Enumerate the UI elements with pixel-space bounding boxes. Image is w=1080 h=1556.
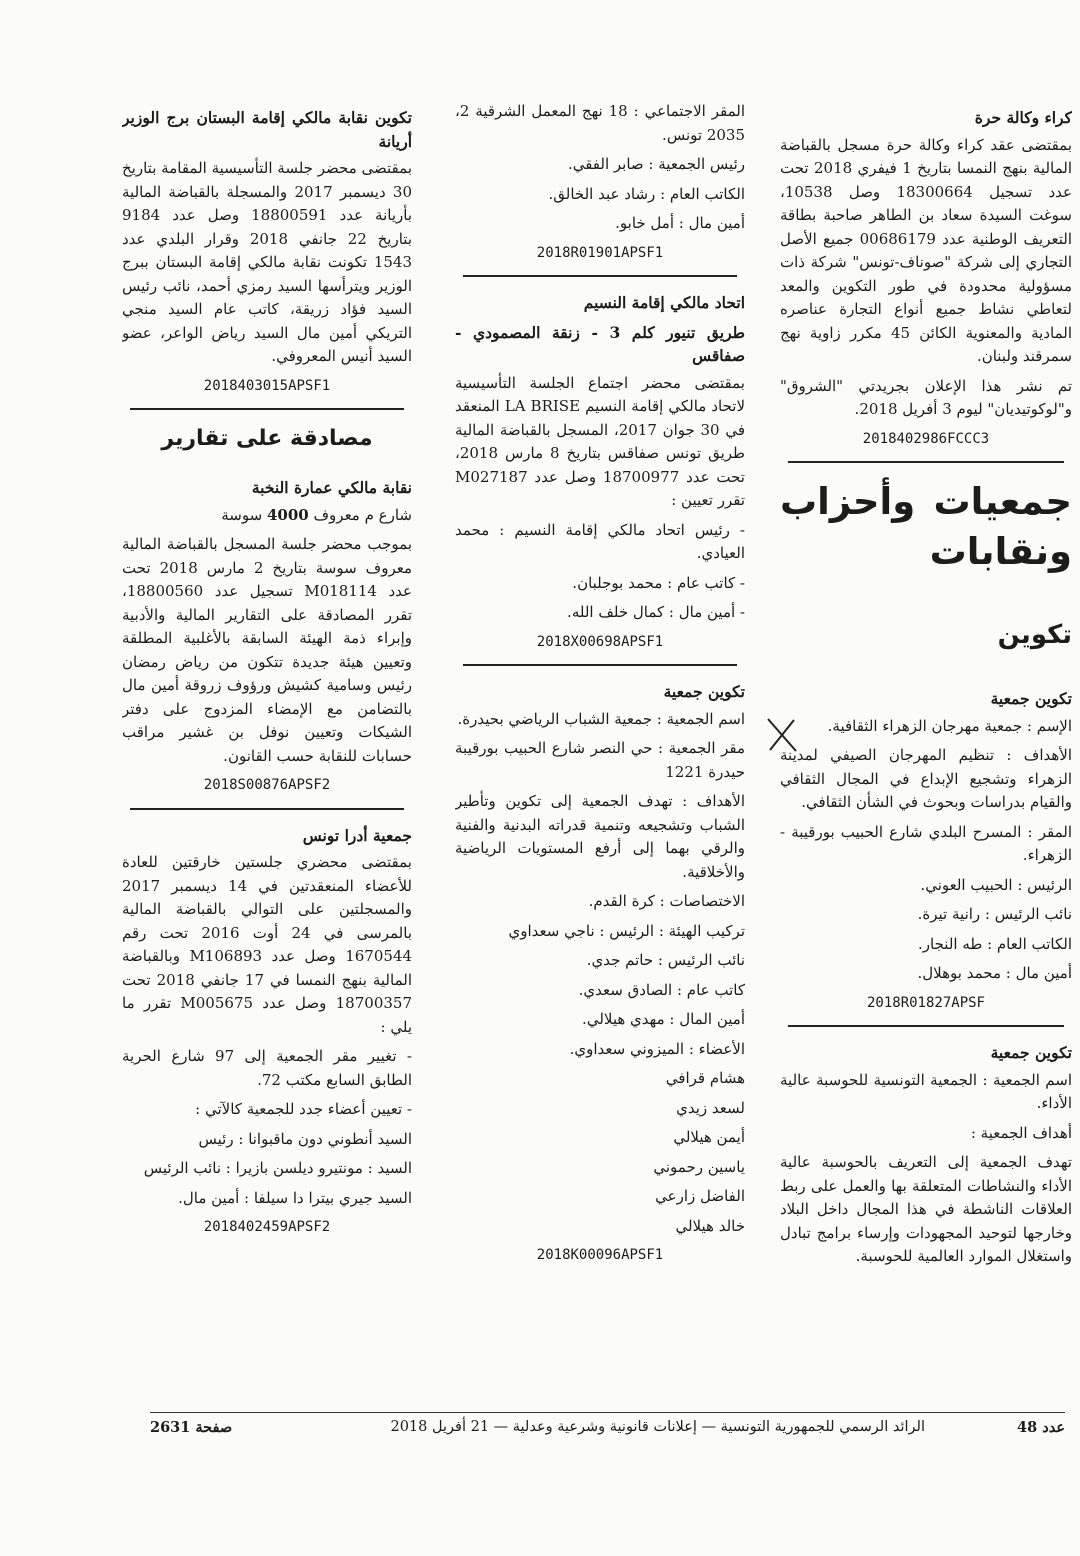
divider [130, 408, 404, 410]
adra-item: - تغيير مقر الجمعية إلى 97 شارع الحرية الطابق السابع مكتب 72. [122, 1047, 412, 1089]
cross-mark-icon [762, 715, 802, 755]
page-footer [150, 1412, 1065, 1441]
reports-heading: مصادقة على تقارير [161, 426, 373, 451]
assoc1-title: تكوين جمعية [990, 689, 1072, 708]
club-name: اسم الجمعية : جمعية الشباب الرياضي بحيدرة. [457, 709, 745, 728]
club-members: الأعضاء : الميزوني سعداوي. [569, 1039, 745, 1058]
adra-title: جمعية أدرا تونس [302, 825, 412, 845]
club-member: أيمن هيلالي [673, 1128, 745, 1146]
column-left [122, 100, 412, 1370]
nokhba-title: نقابة مالكي عمارة النخبة [251, 478, 412, 497]
divider [130, 808, 404, 810]
adra-member: السيد أنطوني دون ماقبوانا : رئيس [198, 1129, 412, 1148]
assoc1-vice: نائب الرئيس : رانية تيرة. [917, 905, 1072, 923]
club-member: هشام قرافي [665, 1069, 745, 1087]
assoc1-hq: المقر : المسرح البلدي شارع الحبيب بورقيبة - الزهراء. [780, 822, 1072, 864]
assoc1-president: الرئيس : الحبيب العوني. [920, 875, 1072, 894]
assoc2-goals: تهدف الجمعية إلى التعريف بالحوسبة عالية الأداء والنشاطات المتعلقة بها والعمل على ربط العلاقات الناشطة في هذا المجال داخل البلاد وخارجها لتوحيد المجهودات وإرساء برامج تبادل واستغلال الموارد العالمية للحوسبة. [780, 1153, 1072, 1265]
club-title: تكوين جمعية [663, 682, 745, 701]
rent-publication: تم نشر هذا الإعلان بجريدتي "الشروق" و"لوكوتيديان" ليوم 3 أفريل 2018. [780, 376, 1072, 418]
club-reference: 2018K00096APSF1 [536, 1247, 664, 1263]
nokhba-address [122, 504, 412, 528]
club-hq: مقر الجمعية : حي النصر شارع الحبيب بورقيبة حيدرة 1221 [455, 739, 745, 781]
club-board: تركيب الهيئة : الرئيس : ناجي سعداوي [508, 921, 745, 940]
assoc1-goals: الأهداف : تنظيم المهرجان الصيفي لمدينة الزهراء وتشجيع الإبداع في المجال الثقافي والقيام بدراسات وبحوث في الشأن الثقافي. [780, 746, 1072, 811]
assoc2-title: تكوين جمعية [990, 1043, 1072, 1062]
union-reference: 2018X00698APSF1 [536, 633, 664, 650]
divider [788, 1025, 1064, 1027]
union-body: بمقتضى محضر اجتماع الجلسة التأسيسية لاتحاد مالكي إقامة النسيم LA BRISE المنعقد في 30 جوان 2017، المسجل بالقباضة المالية طريق تونس صفاقس بتاريخ 8 مارس 2018، تحت عدد 18700977 وصل عدد M027187 تقرر تعيين : [455, 373, 745, 509]
nokhba-address-number: 4000 [266, 505, 309, 524]
top-treasurer: أمين مال : أمل خابو. [615, 214, 745, 232]
club-member: خالد هيلالي [675, 1216, 745, 1235]
club-treasurer: أمين المال : مهدي هيلالي. [582, 1010, 745, 1028]
syndicate-body: بمقتضى محضر جلسة التأسيسية المقامة بتاريخ 30 ديسمبر 2017 والمسجلة بالقباضة المالية بأريانة عدد 18800591 وصل عدد 9184 بتاريخ 22 جانفي 2018 وقرار البلدي عدد 1543 تكونت نقابة مالكي إقامة البستان ببرج الوزير ويترأسها السيد رمزي أحمد، نائب رئيس السيد فؤاد زريقة، كاتب عام السيد منجي التريكي أمين مال السيد رياض الواعر، عضو السيد أنيس المعروفي. [122, 159, 412, 365]
syndicate-title: تكوين نقابة مالكي إقامة البستان برج الوزير أريانة [122, 108, 412, 151]
club-secretary: كاتب عام : الصادق سعدي. [578, 980, 745, 999]
club-member: الفاضل زارعي [655, 1187, 745, 1205]
rent-body: بمقتضى عقد كراء وكالة حرة مسجل بالقباضة المالية بنهج النمسا بتاريخ 1 فيفري 2018 تحت عدد تسجيل 18300664 وصل 10538، سوغت السيدة سعاد بن الطاهر صاحبة بطاقة التعريف الوطنية عدد 00686179 جميع الأصل التجاري إلى شركة "صوناف-تونس" شركة ذات مسؤولية محدودة في طور التكوين والمعد لتعاطي نشاط جميع أنواع التجارة عناصره المادية والمعنوية الكائن 45 مكرر زاوية نهج سمرقند ولبنان. [780, 135, 1072, 365]
top-president: رئيس الجمعية : صابر الفقي. [567, 155, 745, 173]
page-number: صفحة 2631 [150, 1419, 233, 1436]
assoc1-reference: 2018R01827APSF [866, 994, 985, 1011]
issue-number: عدد 48 [1017, 1419, 1065, 1436]
club-specialties: الاختصاصات : كرة القدم. [588, 892, 745, 910]
divider [463, 275, 737, 277]
top-hq: المقر الاجتماعي : 18 نهج المعمل الشرقية 2، 2035 تونس. [455, 102, 745, 144]
nokhba-address-city: سوسة [221, 505, 263, 524]
top-reference: 2018R01901APSF1 [536, 244, 664, 261]
journal-title: الرائد الرسمي للجمهورية التونسية — إعلانات قانونية وشرعية وعدلية — 21 أفريل 2018 [390, 1419, 925, 1435]
club-vice: نائب الرئيس : حاتم جدي. [586, 951, 745, 969]
union-address: طريق تنيور كلم 3 - زنقة المصمودي - صفاقس [455, 322, 745, 365]
assoc2-goals-label: أهداف الجمعية : [970, 1123, 1072, 1142]
union-title: اتحاد مالكي إقامة النسيم [583, 293, 745, 312]
rent-reference: 2018402986FCCC3 [862, 430, 990, 447]
divider [788, 461, 1064, 463]
assoc1-treasurer: أمين مال : محمد بوهلال. [917, 964, 1072, 982]
adra-reference: 2018402459APSF2 [203, 1219, 331, 1235]
assoc1-name: الإسم : جمعية مهرجان الزهراء الثقافية. [827, 716, 1072, 735]
adra-item: - تعيين أعضاء جدد للجمعية كالآتي : [195, 1100, 412, 1118]
divider [463, 664, 737, 666]
nokhba-reference: 2018S00876APSF2 [203, 777, 331, 793]
nokhba-body: بموجب محضر جلسة المسجل بالقباضة المالية معروف سوسة بتاريخ 2 مارس 2018 تحت عدد M018114 تسجيل عدد 18800560، تقرر المصادقة على التقارير المالية والأدبية وإبراء ذمة الهيئة السابقة بالأغلبية المطلقة وتعيين هيئة جديدة تتكون من رياض رمضان رئيس وسامية كشيش ورؤوف زروقة أمين مال بالتضامن مع الإمضاء المزدوج على دفتر الشيكات وتعيين نوفل بن غشير مراقب حسابات للنقابة حسب القانون. [122, 535, 412, 765]
column-right [780, 100, 1072, 1370]
adra-member: السيد جيري بيترا دا سيلفا : أمين مال. [178, 1188, 412, 1207]
club-goals: الأهداف : تهدف الجمعية إلى تكوين وتأطير الشباب وتشجيعه وتنمية قدراته البدنية والفنية والرقي بهما إلى أرفع المستويات الرياضية والأخلاقية. [455, 792, 745, 881]
rent-title: كراء وكالة حرة [974, 108, 1072, 127]
syndicate-reference: 2018403015APSF1 [203, 377, 331, 394]
club-member: لسعد زيدي [676, 1098, 745, 1117]
union-secretary: - كاتب عام : محمد بوجلبان. [572, 573, 745, 592]
nokhba-address-street: شارع م معروف [313, 505, 412, 524]
club-member: ياسين رحموني [653, 1157, 745, 1176]
union-president: - رئيس اتحاد مالكي إقامة النسيم : محمد العيادي. [455, 520, 745, 562]
adra-member: السيد : مونتيرو ديلسن بازيرا : نائب الرئيس [143, 1159, 412, 1177]
formation-heading: تكوين [997, 620, 1072, 650]
section-title: جمعيات وأحزاب ونقابات [780, 480, 1072, 573]
union-treasurer: - أمين مال : كمال خلف الله. [567, 603, 745, 621]
column-middle [455, 100, 745, 1370]
assoc1-secretary: الكاتب العام : طه النجار. [918, 934, 1072, 953]
assoc2-name: اسم الجمعية : الجمعية التونسية للحوسبة عالية الأداء. [780, 1070, 1072, 1112]
adra-body: بمقتضى محضري جلستين خارقتين للعادة للأعضاء المنعقدتين في 14 ديسمبر 2017 والمسجلتين على التوالي بالقباضة المالية بالمرسى في 24 أوت 2016 تحت رقم 1670544 وصل عدد M106893 وبالقباضة المالية بنهج النمسا في 17 جانفي 2018 تحت 18700357 وصل عدد M005675 تقرر ما يلي : [122, 853, 412, 1036]
top-secretary: الكاتب العام : رشاد عبد الخالق. [548, 184, 745, 203]
